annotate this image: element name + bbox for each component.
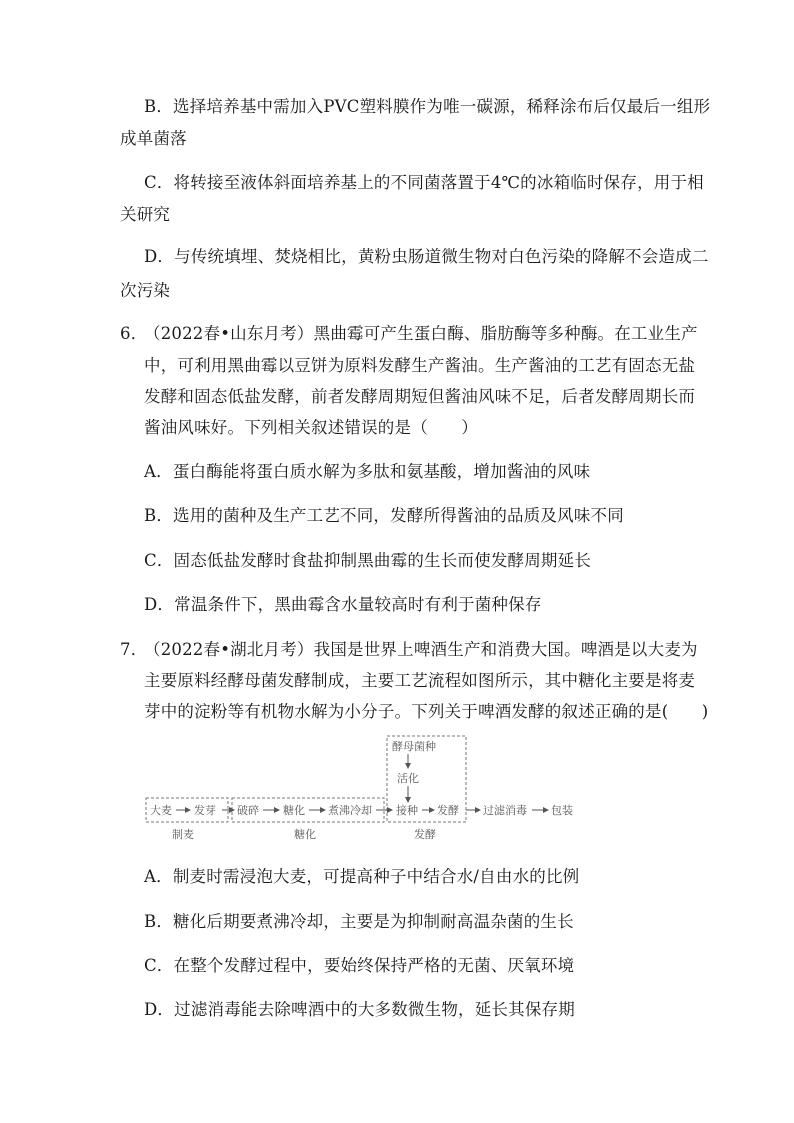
q5-option-c-line2: 关研究 xyxy=(120,205,171,224)
filter-label: 过滤消毒 xyxy=(483,804,527,817)
q5-option-c-line1: C．将转接至液体斜面培养基上的不同菌落置于4℃的冰箱临时保存，用于相 xyxy=(144,173,704,192)
beer-process-diagram xyxy=(144,732,584,844)
q5-option-d-line1: D．与传统填埋、焚烧相比，黄粉虫肠道微生物对白色污染的降解不会造成二 xyxy=(144,247,709,266)
malt-stage-label: 制麦 xyxy=(172,828,194,841)
q6-option-d: D．常温条件下，黑曲霉含水量较高时有利于菌种保存 xyxy=(144,595,542,614)
activate-label: 活化 xyxy=(397,772,419,785)
yeast-strain-label: 酵母菌种 xyxy=(392,740,436,753)
q7-option-b: B．糖化后期要煮沸冷却，主要是为抑制耐高温杂菌的生长 xyxy=(144,912,574,931)
germinate-label: 发芽 xyxy=(194,804,216,817)
q6-stem-text1: （2022春•山东月考）黑曲霉可产生蛋白酶、脂肪酶等多种酶。在工业生产 xyxy=(144,324,698,343)
q7-option-d: D．过滤消毒能去除啤酒中的大多数微生物，延长其保存期 xyxy=(144,1000,575,1019)
q6-stem-line4: 酱油风味好。下列相关叙述错误的是（ ） xyxy=(144,418,478,437)
q7-stem-text1: （2022春•湖北月考）我国是世界上啤酒生产和消费大国。啤酒是以大麦为 xyxy=(144,640,698,659)
q7-stem-line1 xyxy=(120,640,698,660)
q6-stem-line3: 发酵和固态低盐发酵，前者发酵周期短但酱油风味不足，后者发酵周期长而 xyxy=(144,387,696,406)
inoculate-label: 接种 xyxy=(396,804,418,817)
q6-option-b: B．选用的菌种及生产工艺不同，发酵所得酱油的品质及风味不同 xyxy=(144,506,624,525)
q7-stem-line2: 主要原料经酵母菌发酵制成，主要工艺流程如图所示，其中糖化主要是将麦 xyxy=(144,671,696,690)
saccharify-stage-label: 糖化 xyxy=(294,828,316,841)
q7-stem-line3: 芽中的淀粉等有机物水解为小分子。下列关于啤酒发酵的叙述正确的是( ) xyxy=(144,702,709,721)
q6-option-c: C．固态低盐发酵时食盐抑制黑曲霉的生长而使发酵周期延长 xyxy=(144,551,592,570)
barley-label: 大麦 xyxy=(150,804,172,817)
beer-process-svg xyxy=(144,732,584,844)
package-label: 包装 xyxy=(551,804,573,817)
q5-option-d-line2: 次污染 xyxy=(120,281,171,300)
q6-number: 6． xyxy=(120,324,148,343)
saccharify-label: 糖化 xyxy=(283,804,305,817)
q7-number: 7． xyxy=(120,640,148,659)
q5-option-b-line2: 成单菌落 xyxy=(120,129,187,148)
boil-cool-label: 煮沸冷却 xyxy=(328,804,372,817)
q5-option-b-line1: B．选择培养基中需加入PVC塑料膜作为唯一碳源，稀释涂布后仅最后一组形 xyxy=(144,97,711,116)
q7-option-c: C．在整个发酵过程中，要始终保持严格的无菌、厌氧环境 xyxy=(144,956,575,975)
q6-option-a: A．蛋白酶能将蛋白质水解为多肽和氨基酸，增加酱油的风味 xyxy=(144,462,591,481)
q6-stem-line2: 中，可利用黑曲霉以豆饼为原料发酵生产酱油。生产酱油的工艺有固态无盐 xyxy=(144,356,696,375)
q7-option-a: A．制麦时需浸泡大麦，可提高种子中结合水/自由水的比例 xyxy=(144,867,580,886)
ferment-label: 发酵 xyxy=(437,804,459,817)
ferment-stage-label: 发酵 xyxy=(414,828,436,841)
crush-label: 破碎 xyxy=(237,804,259,817)
q6-stem-line1 xyxy=(120,324,698,344)
